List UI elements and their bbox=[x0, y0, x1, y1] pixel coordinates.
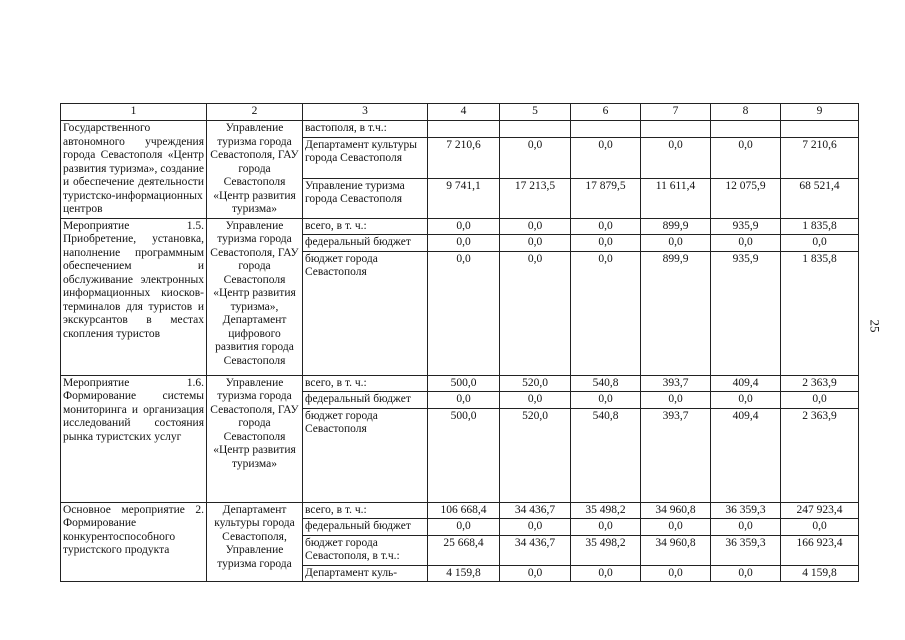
funding-source-cell: вастополя, в т.ч.: bbox=[303, 121, 428, 138]
organization-cell: Управление туризма города Севастополя, ГАУ города Севастополя «Центр развития туризма», Департамент цифрового развития города Севастополя bbox=[207, 218, 303, 375]
amount-cell: 0,0 bbox=[500, 137, 571, 178]
amount-cell: 0,0 bbox=[571, 565, 641, 582]
amount-cell: 247 923,4 bbox=[781, 502, 859, 519]
organization-cell: Департамент культуры города Севастополя, Управление туризма города bbox=[207, 502, 303, 582]
amount-cell: 393,7 bbox=[641, 408, 711, 502]
funding-source-cell: всего, в т. ч.: bbox=[303, 375, 428, 392]
organization-cell: Управление туризма города Севастополя, ГАУ города Севастополя «Центр развития туризма» bbox=[207, 121, 303, 219]
column-header: 5 bbox=[500, 104, 571, 121]
column-header: 6 bbox=[571, 104, 641, 121]
amount-cell: 0,0 bbox=[500, 565, 571, 582]
funding-source-cell: бюджет города Севастополя bbox=[303, 251, 428, 375]
amount-cell bbox=[500, 121, 571, 138]
column-header: 3 bbox=[303, 104, 428, 121]
column-header: 7 bbox=[641, 104, 711, 121]
amount-cell: 0,0 bbox=[428, 235, 500, 252]
activity-cell: Мероприятие 1.5. Приобретение, установка, наполнение программным обеспечением и обслуживание электронных информационных киосков-терминалов для туристов и экскурсантов в местах скопления туристов bbox=[61, 218, 207, 375]
amount-cell: 0,0 bbox=[781, 235, 859, 252]
amount-cell: 0,0 bbox=[571, 235, 641, 252]
amount-cell: 0,0 bbox=[711, 235, 781, 252]
column-header: 1 bbox=[61, 104, 207, 121]
amount-cell: 0,0 bbox=[641, 519, 711, 536]
header-row bbox=[61, 104, 859, 121]
funding-source-cell: всего, в т. ч.: bbox=[303, 218, 428, 235]
amount-cell: 0,0 bbox=[571, 392, 641, 409]
amount-cell: 34 960,8 bbox=[641, 535, 711, 565]
amount-cell: 409,4 bbox=[711, 408, 781, 502]
column-header: 2 bbox=[207, 104, 303, 121]
amount-cell: 0,0 bbox=[428, 251, 500, 375]
amount-cell: 935,9 bbox=[711, 251, 781, 375]
amount-cell: 0,0 bbox=[641, 565, 711, 582]
organization-cell: Управление туризма города Севастополя, ГАУ города Севастополя «Центр развития туризма» bbox=[207, 375, 303, 502]
amount-cell: 0,0 bbox=[500, 218, 571, 235]
amount-cell: 935,9 bbox=[711, 218, 781, 235]
amount-cell: 0,0 bbox=[571, 137, 641, 178]
amount-cell: 0,0 bbox=[500, 392, 571, 409]
funding-source-cell: бюджет города Севастополя, в т.ч.: bbox=[303, 535, 428, 565]
amount-cell: 35 498,2 bbox=[571, 535, 641, 565]
table-row bbox=[61, 502, 859, 519]
funding-source-cell: бюджет города Севастополя bbox=[303, 408, 428, 502]
amount-cell: 0,0 bbox=[641, 137, 711, 178]
amount-cell: 393,7 bbox=[641, 375, 711, 392]
amount-cell: 409,4 bbox=[711, 375, 781, 392]
amount-cell bbox=[428, 121, 500, 138]
amount-cell: 68 521,4 bbox=[781, 178, 859, 218]
funding-source-cell: Департамент культуры города Севастополя bbox=[303, 137, 428, 178]
amount-cell: 7 210,6 bbox=[781, 137, 859, 178]
amount-cell: 17 879,5 bbox=[571, 178, 641, 218]
amount-cell: 0,0 bbox=[500, 235, 571, 252]
amount-cell: 0,0 bbox=[500, 251, 571, 375]
amount-cell bbox=[781, 121, 859, 138]
amount-cell bbox=[571, 121, 641, 138]
amount-cell: 36 359,3 bbox=[711, 502, 781, 519]
amount-cell: 0,0 bbox=[711, 392, 781, 409]
amount-cell: 1 835,8 bbox=[781, 218, 859, 235]
amount-cell: 2 363,9 bbox=[781, 375, 859, 392]
column-header: 4 bbox=[428, 104, 500, 121]
amount-cell: 106 668,4 bbox=[428, 502, 500, 519]
amount-cell: 12 075,9 bbox=[711, 178, 781, 218]
amount-cell: 0,0 bbox=[711, 137, 781, 178]
amount-cell: 0,0 bbox=[571, 218, 641, 235]
amount-cell: 4 159,8 bbox=[428, 565, 500, 582]
column-header: 9 bbox=[781, 104, 859, 121]
amount-cell: 9 741,1 bbox=[428, 178, 500, 218]
amount-cell: 1 835,8 bbox=[781, 251, 859, 375]
amount-cell: 17 213,5 bbox=[500, 178, 571, 218]
amount-cell: 500,0 bbox=[428, 375, 500, 392]
amount-cell: 166 923,4 bbox=[781, 535, 859, 565]
amount-cell: 2 363,9 bbox=[781, 408, 859, 502]
amount-cell: 0,0 bbox=[781, 392, 859, 409]
table-row bbox=[61, 375, 859, 392]
amount-cell: 0,0 bbox=[711, 519, 781, 536]
amount-cell: 4 159,8 bbox=[781, 565, 859, 582]
funding-source-cell: федеральный бюджет bbox=[303, 235, 428, 252]
amount-cell: 0,0 bbox=[711, 565, 781, 582]
amount-cell: 0,0 bbox=[428, 519, 500, 536]
amount-cell: 11 611,4 bbox=[641, 178, 711, 218]
amount-cell: 36 359,3 bbox=[711, 535, 781, 565]
amount-cell: 0,0 bbox=[781, 519, 859, 536]
page-number: 25 bbox=[867, 319, 883, 333]
amount-cell: 899,9 bbox=[641, 251, 711, 375]
amount-cell: 0,0 bbox=[641, 392, 711, 409]
amount-cell bbox=[641, 121, 711, 138]
amount-cell: 34 436,7 bbox=[500, 502, 571, 519]
funding-source-cell: Управление туризма города Севастополя bbox=[303, 178, 428, 218]
amount-cell: 35 498,2 bbox=[571, 502, 641, 519]
funding-source-cell: федеральный бюджет bbox=[303, 519, 428, 536]
table-row bbox=[61, 218, 859, 235]
budget-table bbox=[60, 103, 859, 582]
amount-cell: 0,0 bbox=[641, 235, 711, 252]
column-header: 8 bbox=[711, 104, 781, 121]
amount-cell: 0,0 bbox=[428, 218, 500, 235]
amount-cell: 0,0 bbox=[571, 251, 641, 375]
amount-cell: 520,0 bbox=[500, 375, 571, 392]
amount-cell: 0,0 bbox=[428, 392, 500, 409]
amount-cell: 25 668,4 bbox=[428, 535, 500, 565]
activity-cell: Мероприятие 1.6. Формирование системы мониторинга и организация исследований состояния рынка туристских услуг bbox=[61, 375, 207, 502]
amount-cell: 0,0 bbox=[500, 519, 571, 536]
table-row bbox=[61, 121, 859, 138]
amount-cell: 520,0 bbox=[500, 408, 571, 502]
amount-cell: 540,8 bbox=[571, 408, 641, 502]
amount-cell: 899,9 bbox=[641, 218, 711, 235]
amount-cell: 34 436,7 bbox=[500, 535, 571, 565]
amount-cell: 540,8 bbox=[571, 375, 641, 392]
activity-cell: Основное мероприятие 2. Формирование конкурентоспособного туристского продукта bbox=[61, 502, 207, 582]
amount-cell bbox=[711, 121, 781, 138]
funding-source-cell: федеральный бюджет bbox=[303, 392, 428, 409]
amount-cell: 34 960,8 bbox=[641, 502, 711, 519]
activity-cell: Государственного автономного учреждения города Севастополя «Центр развития туризма», создание и обеспечение деятельности туристско-информационных центров bbox=[61, 121, 207, 219]
funding-source-cell: всего, в т. ч.: bbox=[303, 502, 428, 519]
amount-cell: 0,0 bbox=[571, 519, 641, 536]
amount-cell: 500,0 bbox=[428, 408, 500, 502]
funding-source-cell: Департамент куль- bbox=[303, 565, 428, 582]
amount-cell: 7 210,6 bbox=[428, 137, 500, 178]
